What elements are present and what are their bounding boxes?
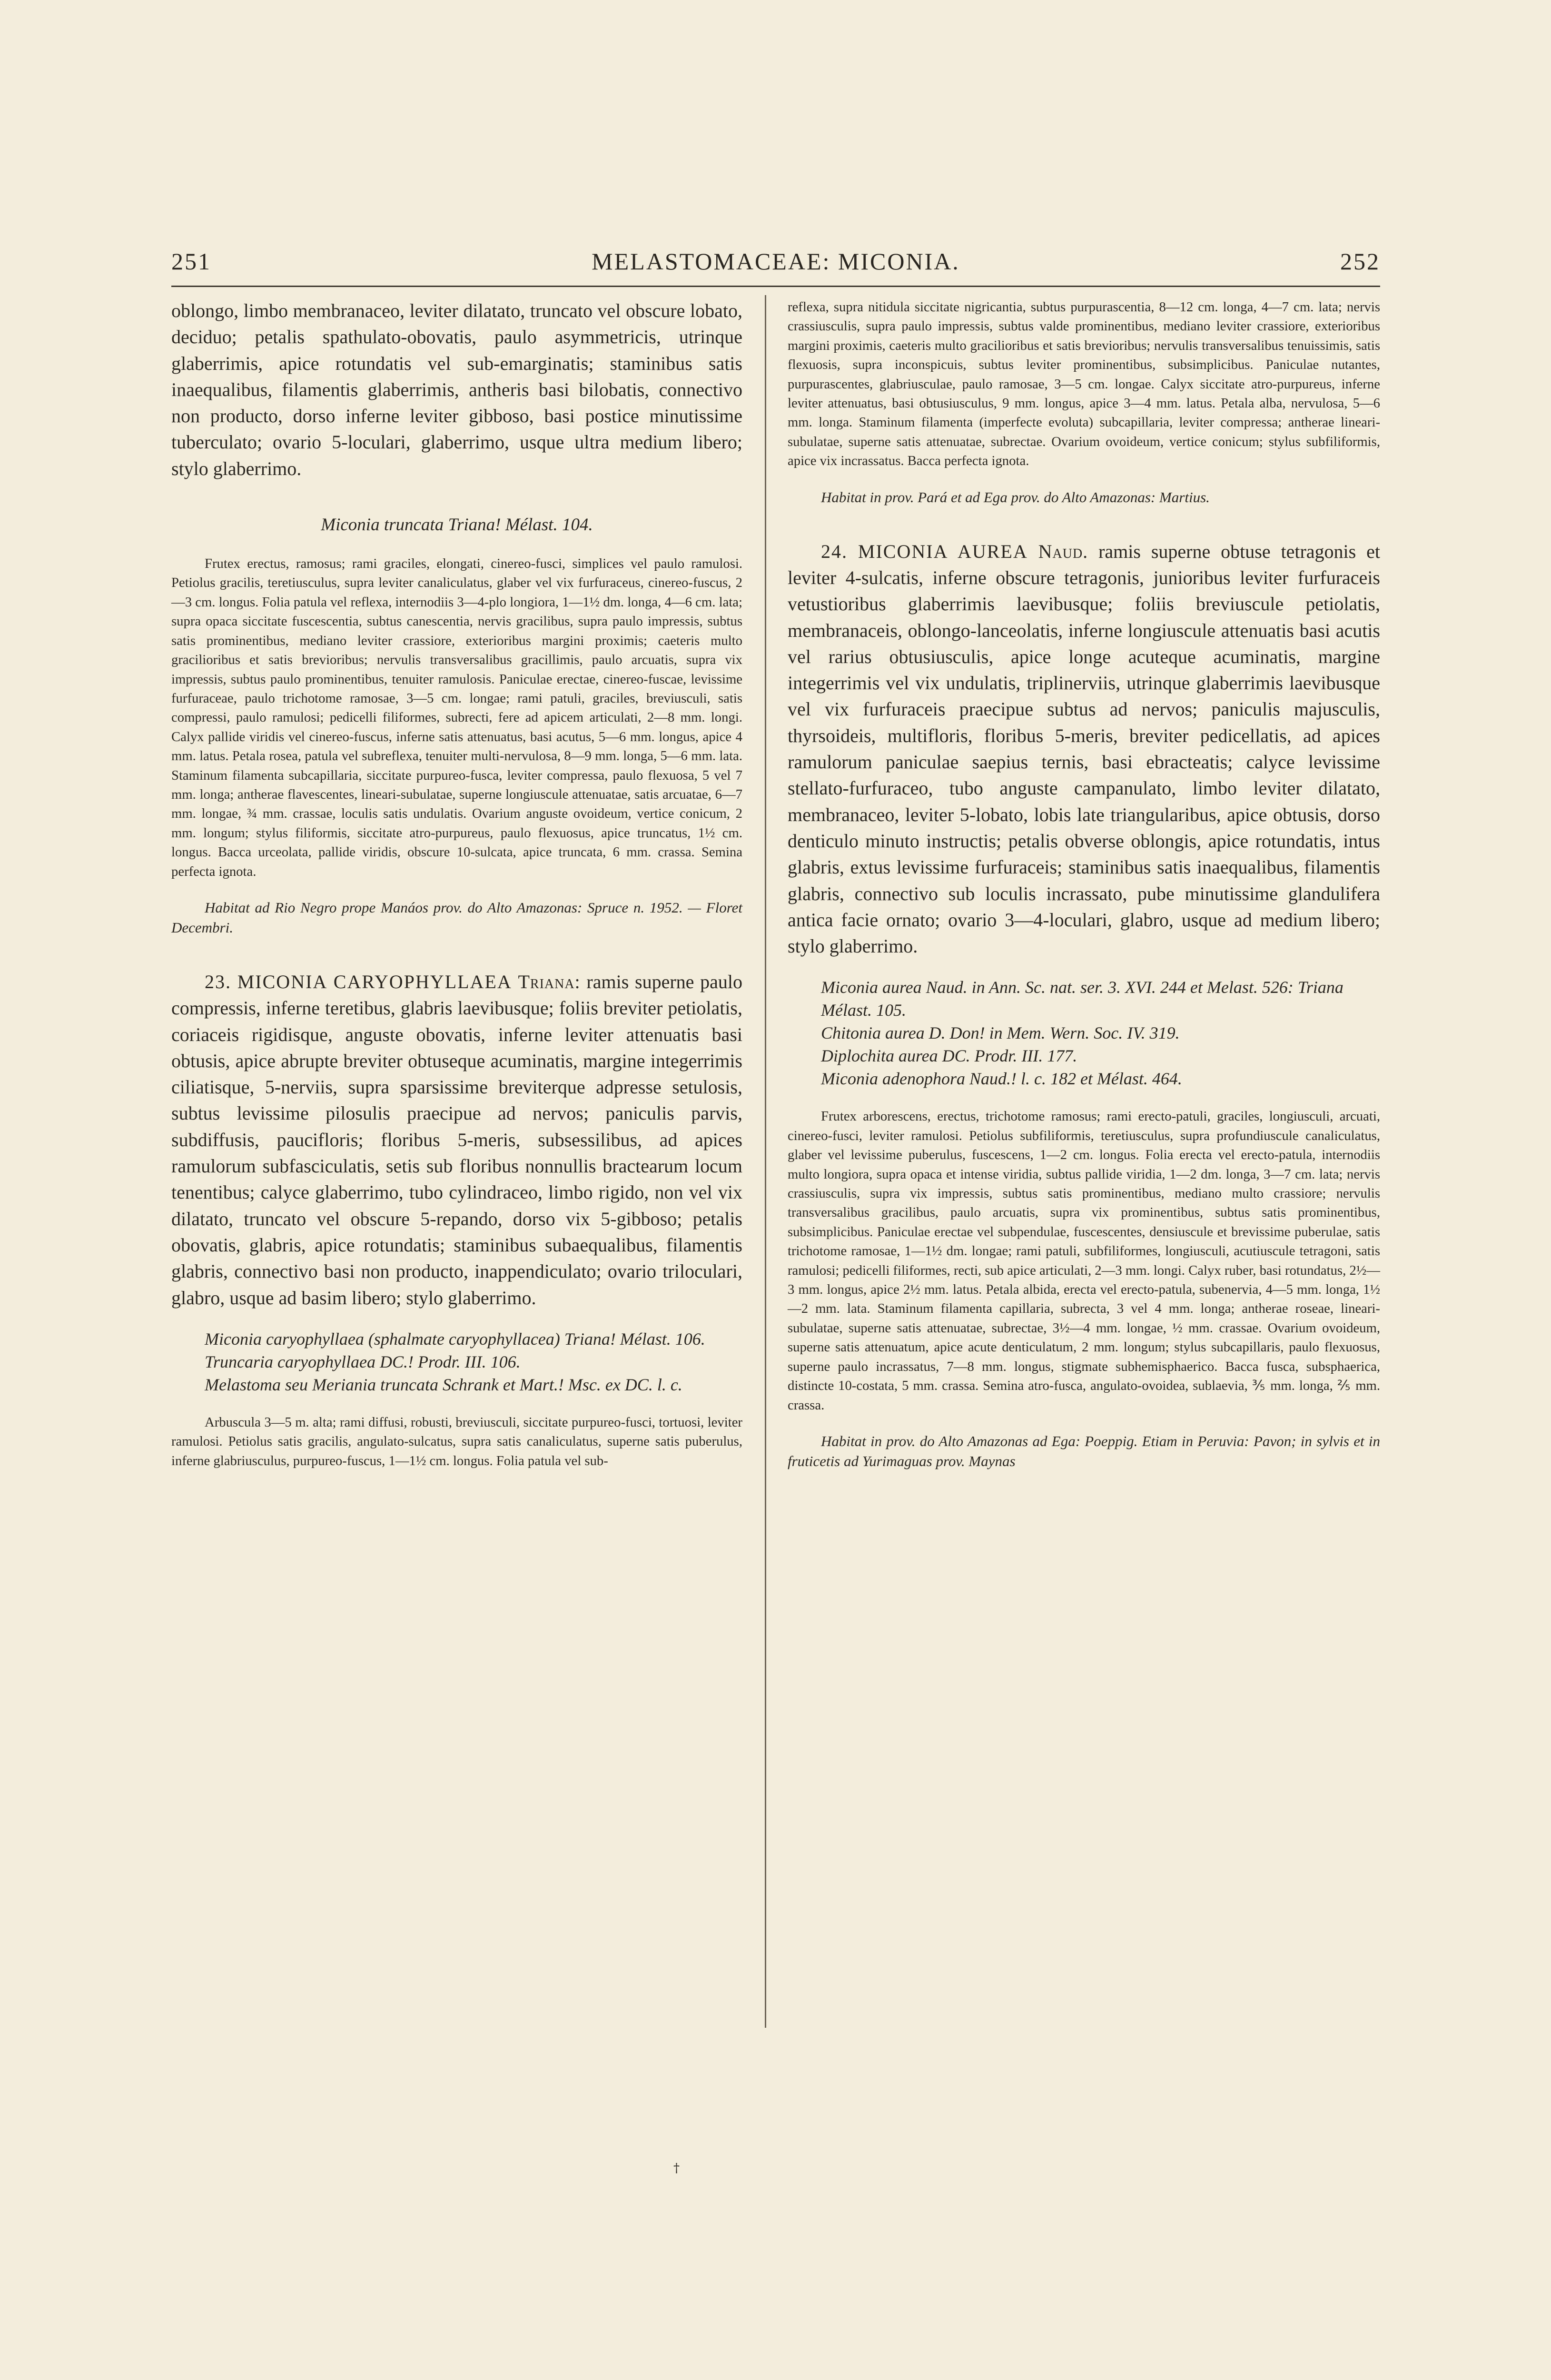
species-diagnosis: ramis superne paulo compressis, inferne teretibus, glabris laevibusque; foliis breviter petiolatis, coriaceis rigidisque, anguste obovatis, inferne leviter attenuatis basi obtusis, apice abrupte breviter obtuseque acuminatis, margine integerrimis ciliatisque, 5-nerviis, supra sparsissime breviterque adpresse setulosis, subtus levissime pilosulis praecipue ad nervos; paniculis parvis, subdiffusis, paucifloris; floribus 5-meris, subsessilibus, ad apices ramulorum subfasciculatis, setis sub floribus nonnullis bractearum locum tenentibus; calyce glaberrimo, tubo cylindraceo, limbo rigido, non vel vix dilatato, truncato vel obscure 5-repando, dorso vix 5-gibboso; petalis obovatis, glabris, apice rotundatis; staminibus subaequalibus, filamentis glabris, connectivo basi non producto, inappendiculato; ovario triloculari, glabro, usque ad basim libero; stylo glaberrimo. <box>171 971 742 1309</box>
description-miconia-caryophyllaea: Arbuscula 3—5 m. alta; rami diffusi, robusti, breviusculi, siccitate purpureo-fusci, tortuosi, leviter ramulosi. Petiolus satis gracilis, angulato-sulcatus, supra satis canaliculatus, superne satis puberulus, inferne glabriusculus, purpureo-fuscus, 1—1½ cm. longus. Folia patula vel sub- <box>171 1414 742 1468</box>
species-author: Triana: <box>518 971 581 992</box>
left-column <box>171 298 742 1470</box>
habitat-miconia-aurea: Habitat in prov. do Alto Amazonas ad Ega: Poeppig. Etiam in Peruvia: Pavon; in sylvis et in fruticetis ad Yurimaguas prov. Maynas <box>788 1432 1380 1469</box>
species-23-heading <box>171 969 742 1311</box>
column-divider <box>765 295 766 2028</box>
page-number-right: 252 <box>1340 248 1380 275</box>
synonymy-miconia-caryophyllaea <box>171 1328 742 1396</box>
running-title: MELASTOMACEAE: MICONIA. <box>592 248 960 275</box>
description-miconia-aurea: Frutex arborescens, erectus, trichotome ramosus; rami erecto-patuli, graciles, longiusculi, arcuati, cinereo-fusci, leviter ramulosi. Petiolus subfiliformis, teretiusculus, supra profundiuscule canaliculatus, glaber vel levissime puberulus, fuscescens, 1—2 cm. longus. Folia erecta vel erecto-patula, internodiis multo longiora, supra opaca et intense viridia, subtus pallide viridia, 1—2 dm. longa, 3—7 cm. lata; nervis crassiusculis, supra vix impressis, subtus satis prominentibus, mediano multo crassiore; nervulis transversalibus gracilibus, paulo arcuatis, supra vix prominentibus, subtus satis prominentibus, subsimplicibus. Paniculae erectae vel subpendulae, fuscescentes, densiuscule et brevissime puberulae, satis trichotome ramosae, 1—1½ dm. longae; rami patuli, subfiliformes, longiusculi, acutiuscule tetragoni, satis ramulosi; pedicelli filiformes, recti, sub apice articulati, 2—3 mm. longi. Calyx ruber, basi rotundatus, 2½—3 mm. longus, apice 2½ mm. latus. Petala albida, erecta vel erecto-patula, subenervia, 4—5 mm. longa, 1½—2 mm. lata. Staminum filamenta capillaria, subrecta, 3 vel 4 mm. longa; antherae roseae, lineari-subulatae, superne satis attenuatae, subrectae, 3½—4 mm. longae, ½ mm. crassae. Ovarium ovoideum, superne satis attenuatum, apice acute denticulatum, 2 mm. longum; stylus subcapillaris, paulo flexuosus, superne paulo incrassatus, 7—8 mm. longus, stigmate subhemisphaerico. Bacca fusca, subsphaerica, distincte 10-costata, 5 mm. crassa. Semina atro-fusca, angulato-ovoidea, sublaevia, ⅗ mm. longa, ⅖ mm. crassa. <box>788 1109 1380 1413</box>
description-miconia-truncata: Frutex erectus, ramosus; rami graciles, elongati, cinereo-fusci, simplices vel paulo ramulosi. Petiolus gracilis, teretiusculus, supra leviter canaliculatus, glaber vel vix furfuraceus, cinereo-fuscus, 2—3 cm. longus. Folia patula vel reflexa, internodiis 3—4-plo longiora, 1—1½ dm. longa, 4—6 cm. lata; supra opaca siccitate fuscescentia, subtus canescentia, nervis gracilibus, supra paulo impressis, subtus satis prominentibus, mediano leviter crassiore, exterioribus margini proximis; caeteris multo gracilioribus et satis brevioribus; nervulis transversalibus gracillimis, paulo arcuatis, supra vix impressis, subtus paulo prominentibus, tenuiter ramulosis. Paniculae erectae, cinereo-fuscae, levissime furfuraceae, paulo trichotome ramosae, 3—5 cm. longae; rami patuli, graciles, breviusculi, satis compressi, paulo ramulosi; pedicelli filiformes, subrecti, fere ad apicem articulati, 2—8 mm. longi. Calyx pallide viridis vel cinereo-fuscus, inferne satis attenuatus, basi acutus, 5—6 mm. longus, apice 4 mm. latus. Petala rosea, patula vel subreflexa, tenuiter multi-nervulosa, 8—9 mm. longa, 5—6 mm. lata. Staminum filamenta subcapillaria, siccitate purpureo-fusca, leviter compressa, paulo flexuosa, 5 vel 7 mm. longa; antherae flavescentes, lineari-subulatae, superne longiuscule attenuatae, satis arcuatae, 6—7 mm. longae, ¾ mm. crassae, loculis satis undulatis. Ovarium anguste ovoideum, vertice conicum, 2 mm. longum; stylus filiformis, siccitate atro-purpureus, paulo flexuosus, apice truncatus, 1½ cm. longus. Bacca urceolata, pallide viridis, obscure 10-sulcata, apice truncata, 6 mm. crassa. Semina perfecta ignota. <box>171 556 742 879</box>
description-continuation: oblongo, limbo membranaceo, leviter dilatato, truncato vel obscure lobato, deciduo; petalis spathulato-obovatis, paulo asymmetricis, utrinque glaberrimis, apice rotundatis vel sub-emarginatis; staminibus satis inaequalibus, filamentis glaberrimis, antheris basi bilobatis, connectivo non producto, dorso inferne leviter gibboso, basi postice minutissime tuberculato; ovario 5-loculari, glaberrimo, usque ultra medium libero; stylo glaberrimo. <box>171 300 742 479</box>
species-diagnosis: ramis superne obtuse tetragonis et leviter 4-sulcatis, inferne obscure tetragonis, junioribus leviter furfuraceis vetustioribus glaberrimis laevibusque; foliis breviuscule petiolatis, membranaceis, oblongo-lanceolatis, inferne longiuscule attenuatis basi acutis vel rarius obtusiusculis, apice longe acuteque acuminatis, margine integerrimis vel vix undulatis, triplinerviis, utrinque glaberrimis laevibusque vel vix furfuraceis praecipue subtus ad nervos; paniculis majusculis, thyrsoideis, multifloris, floribus 5-meris, breviter pedicellatis, ad apices ramulorum paniculae saepius ternis, basi ebracteatis; calyce levissime stellato-furfuraceo, tubo anguste campanulato, limbo leviter dilatato, membranaceo, leviter 5-lobato, lobis late triangularibus, apice obtusis, dorso denticulo minuto instructis; petalis obverse oblongis, apice rotundatis, intus glabris, extus levissime furfuraceis; staminibus satis inaequalibus, filamentis glabris, connectivo sub loculis incrassato, pube minutissime glandulifera antica facie ornato; ovario 3—4-loculari, glabro, usque ad medium libero; stylo glaberrimo. <box>788 540 1381 957</box>
page-number-left: 251 <box>171 248 211 275</box>
running-header <box>171 248 1380 286</box>
synonym-line: Miconia caryophyllaea (sphalmate caryophyllacea) Triana! Mélast. 106. <box>205 1329 705 1349</box>
description-continuation-right: reflexa, supra nitidula siccitate nigricantia, subtus purpurascentia, 8—12 cm. longa, 4—7 cm. lata; nervis crassiusculis, supra paulo impressis, subtus valde prominentibus, mediano leviter crassiore, exterioribus margini proximis, caeteris multo gracilioribus et satis brevioribus; nervulis transversalibus tenuissimis, satis flexuosis, supra inconspicuis, subtus leviter prominentibus, subsimplicibus. Paniculae nutantes, purpurascentes, glabriusculae, paulo ramosae, 3—5 cm. longae. Calyx siccitate atro-purpureus, inferne leviter attenuatus, basi obtusiusculus, 9 mm. longus, apice 3—4 mm. latus. Petala alba, nervulosa, 5—6 mm. longa. Staminum filamenta (imperfecte evoluta) subcapillaria, leviter compressa; antherae lineari-subulatae, superne satis attenuatae, subrectae. Ovarium ovoideum, vertice conicum; stylus subfiliformis, apice vix incrassatus. Bacca perfecta ignota. <box>788 299 1380 469</box>
citation-miconia-truncata: Miconia truncata Triana! Mélast. 104. <box>321 515 593 535</box>
species-24-heading <box>788 538 1380 960</box>
right-column <box>788 298 1380 1471</box>
synonym-line: Chitonia aurea D. Don! in Mem. Wern. Soc. IV. 319. <box>821 1023 1180 1043</box>
habitat-miconia-truncata: Habitat ad Rio Negro prope Manáos prov. do Alto Amazonas: Spruce n. 1952. — Floret Decembri. <box>171 899 742 936</box>
habitat-miconia-caryophyllaea: Habitat in prov. Pará et ad Ega prov. do Alto Amazonas: Martius. <box>821 488 1210 506</box>
header-rule <box>171 286 1380 287</box>
species-number: 24. <box>821 540 848 562</box>
species-name: MICONIA AUREA <box>858 540 1028 562</box>
species-author: Naud. <box>1038 540 1088 562</box>
synonym-line: Miconia aurea Naud. in Ann. Sc. nat. ser. 3. XVI. 244 et Melast. 526: Triana Mélast. 105. <box>821 978 1344 1020</box>
synonym-line: Melastoma seu Meriania truncata Schrank et Mart.! Msc. ex DC. l. c. <box>205 1375 682 1394</box>
synonym-line: Miconia adenophora Naud.! l. c. 182 et Mélast. 464. <box>821 1069 1182 1089</box>
species-number: 23. <box>205 971 231 992</box>
synonym-line: Truncaria caryophyllaea DC.! Prodr. III. 106. <box>205 1352 521 1371</box>
synonym-line: Diplochita aurea DC. Prodr. III. 177. <box>821 1046 1077 1066</box>
footer-mark: † <box>673 2161 680 2175</box>
synonymy-miconia-aurea <box>788 976 1380 1090</box>
species-name: MICONIA CARYOPHYLLAEA <box>237 971 512 992</box>
